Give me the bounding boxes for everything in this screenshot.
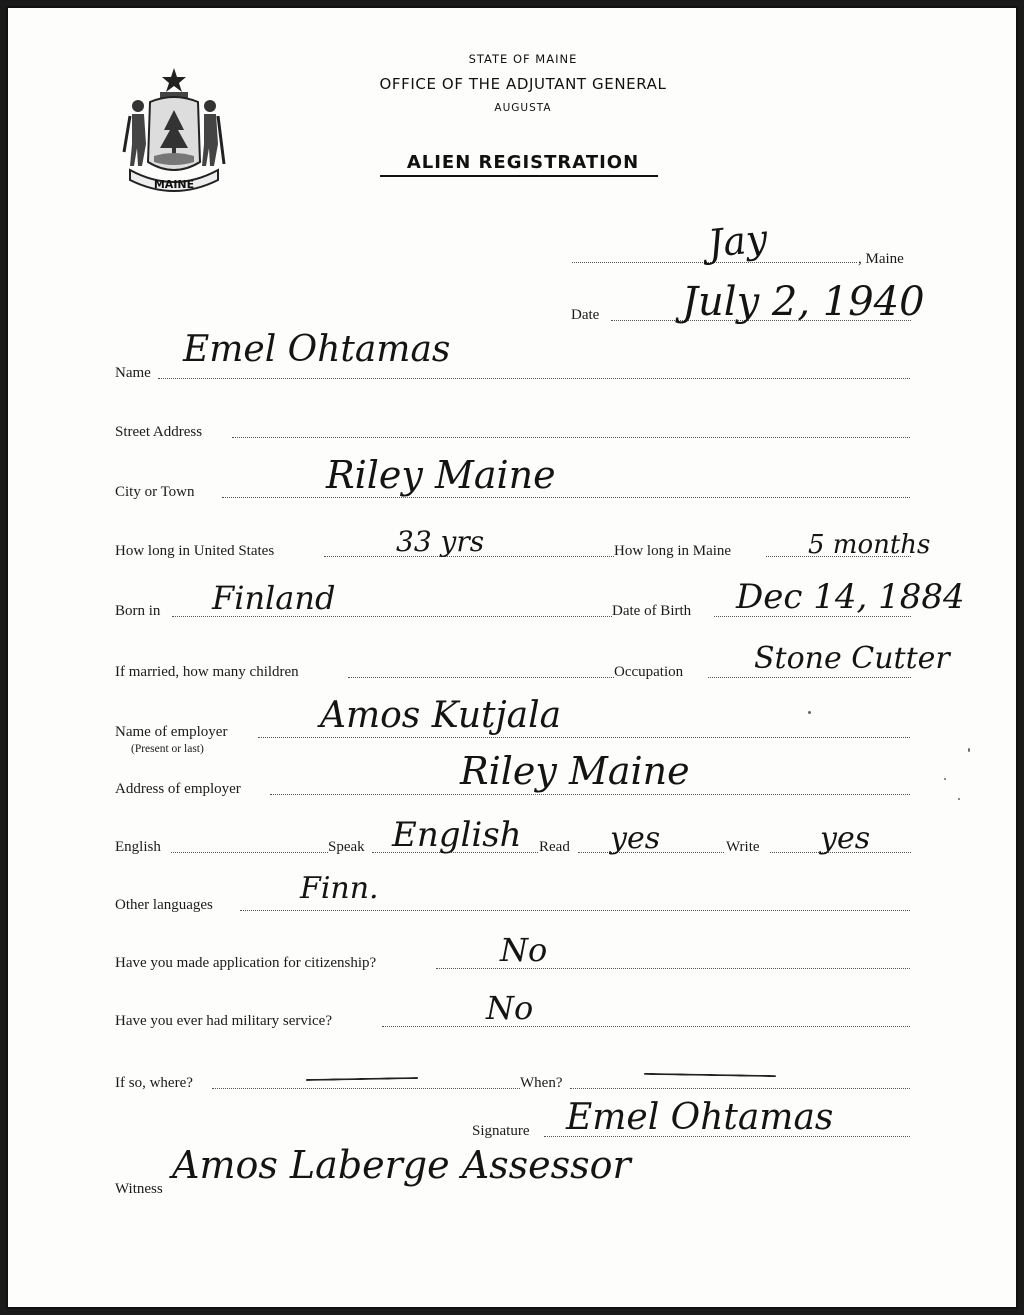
maine-suffix: , Maine [858, 251, 904, 267]
employer-entry: Amos Kutjala [320, 695, 562, 736]
employer-address-label: Address of employer [115, 781, 241, 797]
signature-label: Signature [472, 1123, 530, 1139]
citizenship-label: Have you made application for citizenship? [115, 955, 377, 971]
city-entry: Riley Maine [326, 453, 556, 497]
other-languages-label: Other languages [115, 897, 213, 913]
scan-speck [808, 711, 811, 714]
header-city: AUGUSTA [494, 102, 552, 114]
registration-form-page [6, 6, 1018, 1309]
employer-sublabel: (Present or last) [131, 743, 204, 755]
occupation-entry: Stone Cutter [754, 641, 950, 676]
when-dash [644, 1073, 776, 1077]
scan-speck [944, 778, 946, 780]
title-underline [380, 175, 658, 177]
military-label: Have you ever had military service? [115, 1013, 332, 1029]
write-label: Write [726, 839, 760, 855]
read-label: Read [539, 839, 570, 855]
military-line [382, 1026, 910, 1027]
write-entry: yes [820, 821, 871, 856]
header-office: OFFICE OF THE ADJUTANT GENERAL [379, 75, 667, 93]
scan-speck [958, 798, 960, 800]
street-label: Street Address [115, 424, 203, 440]
speak-label: Speak [328, 839, 365, 855]
when-label: When? [520, 1075, 563, 1091]
form-title: ALIEN REGISTRATION [406, 152, 640, 173]
born-in-label: Born in [115, 603, 161, 619]
name-line [158, 378, 910, 379]
name-entry: Emel Ohtamas [183, 329, 451, 370]
occupation-line [708, 677, 911, 678]
other-languages-entry: Finn. [300, 871, 379, 906]
english-label: English [115, 839, 161, 855]
children-line [348, 677, 614, 678]
town-entry: Jay [705, 216, 770, 266]
months-maine-entry: 5 months [808, 530, 931, 560]
dob-entry: Dec 14, 1884 [736, 577, 965, 617]
witness-entry: Amos Laberge Assessor [172, 1143, 631, 1187]
city-line [222, 497, 910, 498]
years-us-entry: 33 yrs [396, 525, 485, 558]
children-label: If married, how many children [115, 664, 299, 680]
employer-address-line [270, 794, 910, 795]
city-label: City or Town [115, 484, 195, 500]
signature-entry: Emel Ohtamas [566, 1097, 834, 1138]
witness-label: Witness [115, 1181, 163, 1197]
employer-line [258, 737, 910, 738]
when-line [570, 1088, 910, 1089]
born-in-entry: Finland [212, 579, 336, 617]
dob-label: Date of Birth [612, 603, 692, 619]
read-entry: yes [610, 821, 661, 856]
military-entry: No [486, 989, 534, 1027]
where-dash [306, 1077, 418, 1081]
street-line [232, 437, 910, 438]
employer-label: Name of employer [115, 724, 228, 740]
how-long-us-label: How long in United States [115, 543, 275, 559]
how-long-maine-label: How long in Maine [614, 543, 732, 559]
scan-speck [968, 748, 970, 752]
occupation-label: Occupation [614, 664, 684, 680]
speak-entry: English [392, 815, 522, 855]
seal-text: MAINE [153, 178, 195, 191]
name-label: Name [115, 365, 151, 381]
date-entry: July 2, 1940 [682, 279, 925, 325]
where-label: If so, where? [115, 1075, 193, 1091]
header-state: STATE OF MAINE [468, 52, 578, 66]
where-line [212, 1088, 520, 1089]
date-label: Date [571, 307, 600, 323]
citizenship-entry: No [500, 931, 548, 969]
english-line [171, 852, 328, 853]
other-languages-line [240, 910, 910, 911]
employer-address-entry: Riley Maine [460, 749, 690, 793]
maine-state-seal-icon [120, 66, 228, 198]
